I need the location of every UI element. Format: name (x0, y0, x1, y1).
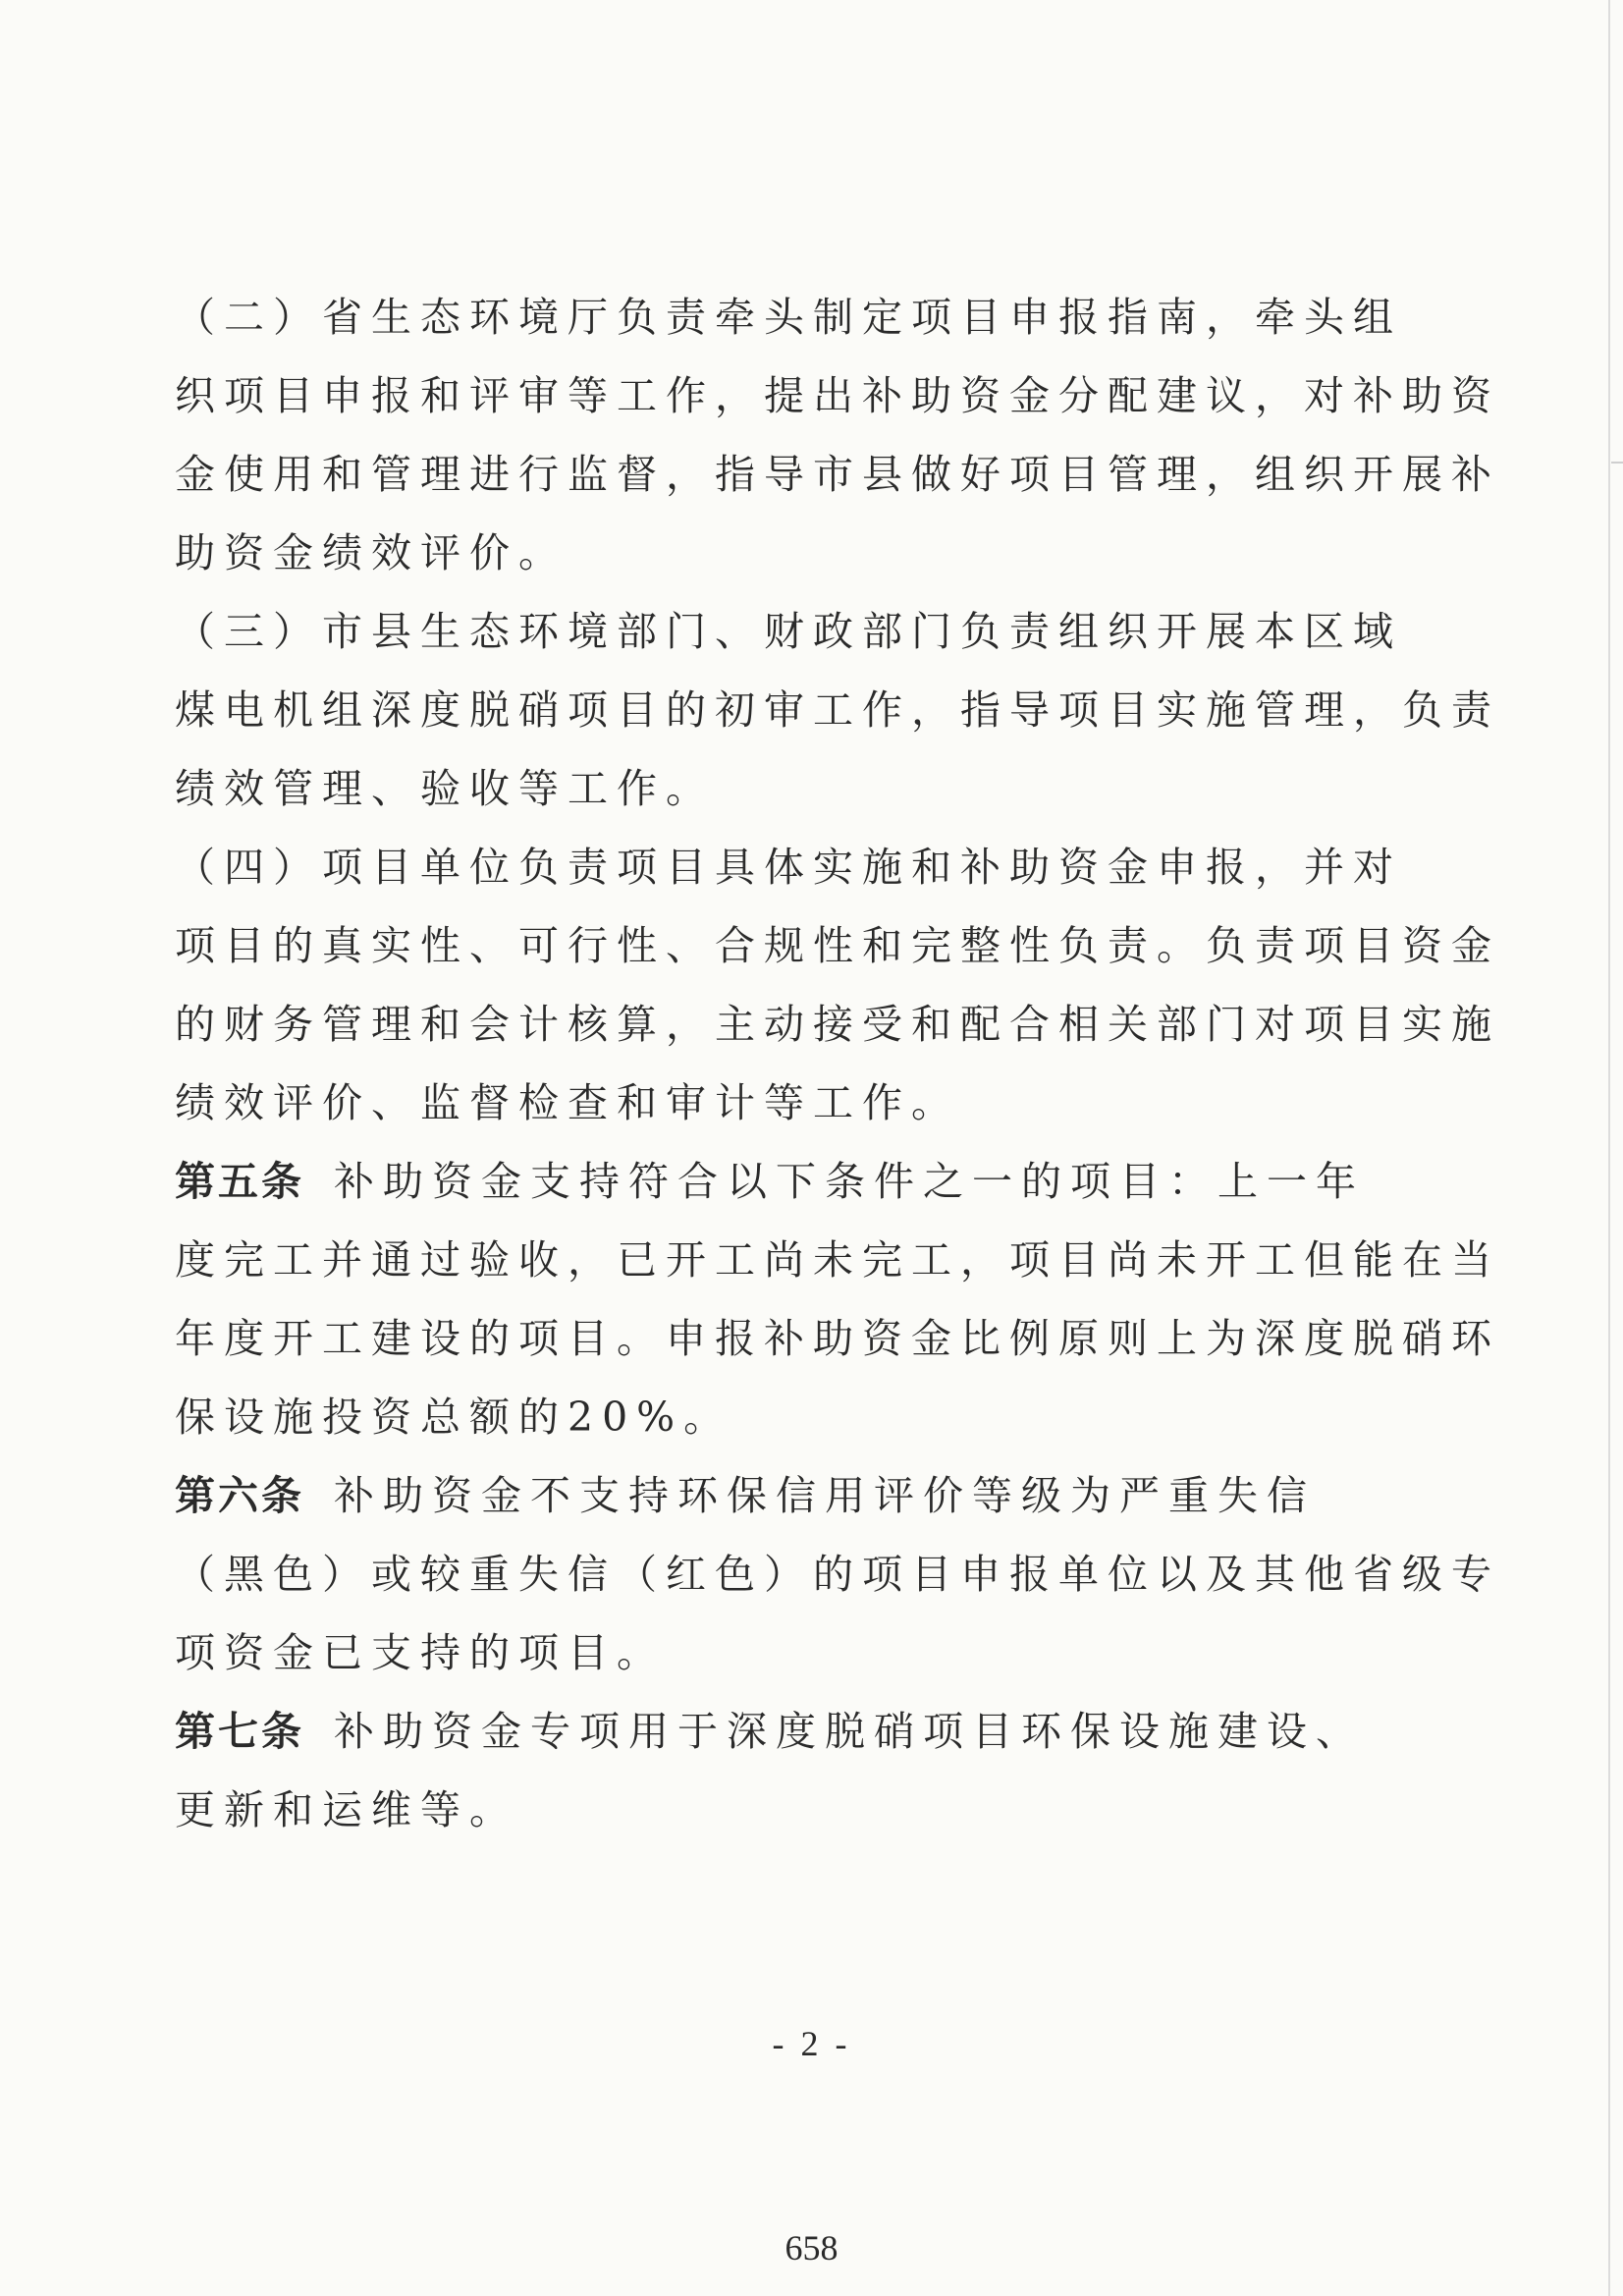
page-edge-mark (1611, 462, 1623, 464)
text-line: 绩效管理、验收等工作。 (175, 765, 715, 812)
archive-number: 658 (784, 2228, 839, 2268)
text-line: 项资金已支持的项目。 (175, 1629, 666, 1676)
page-number: - 2 - (772, 2024, 851, 2063)
text-line: （二）省生态环境厅负责牵头制定项目申报指南，牵头组 (175, 294, 1402, 341)
article-6 (175, 1456, 1500, 1692)
text-line: 绩效评价、监督检查和审计等工作。 (175, 1079, 960, 1126)
text-line: （三）市县生态环境部门、财政部门负责组织开展本区域 (175, 608, 1402, 655)
article-7 (175, 1692, 1365, 1849)
text-line: 更新和运维等。 (175, 1786, 518, 1833)
article-heading: 第七条 (175, 1708, 304, 1755)
document-body (175, 278, 1500, 1849)
article-5 (175, 1142, 1500, 1456)
paragraph-item-4 (175, 828, 1500, 1142)
text-line: 项目的真实性、可行性、合规性和完整性负责。负责项目资金 (175, 922, 1500, 969)
text-line: 的财务管理和会计核算，主动接受和配合相关部门对项目实施 (175, 1001, 1500, 1048)
text-line: （四）项目单位负责项目具体实施和补助资金申报，并对 (175, 844, 1402, 891)
text-line: 金使用和管理进行监督，指导市县做好项目管理，组织开展补 (175, 451, 1500, 498)
text-line: 煤电机组深度脱硝项目的初审工作，指导项目实施管理，负责 (175, 686, 1500, 734)
article-heading: 第六条 (175, 1472, 304, 1519)
text-line: 年度开工建设的项目。申报补助资金比例原则上为深度脱硝环 (175, 1315, 1500, 1362)
paragraph-item-2 (175, 278, 1500, 592)
text-line: （黑色）或较重失信（红色）的项目申报单位以及其他省级专 (175, 1551, 1500, 1598)
text-line: 保设施投资总额的20%。 (175, 1394, 733, 1441)
text-line (175, 1456, 1353, 1535)
article-heading: 第五条 (175, 1158, 304, 1205)
article-text: 补助资金支持符合以下条件之一的项目：上一年 (334, 1158, 1365, 1205)
text-line (175, 1142, 1365, 1221)
article-text: 补助资金专项用于深度脱硝项目环保设施建设、 (334, 1708, 1365, 1755)
text-line: 织项目申报和评审等工作，提出补助资金分配建议，对补助资 (175, 372, 1500, 419)
text-line: 度完工并通过验收，已开工尚未完工，项目尚未开工但能在当 (175, 1236, 1500, 1284)
page-edge-line (1608, 0, 1610, 2296)
text-line (175, 1692, 1365, 1771)
article-text: 补助资金不支持环保信用评价等级为严重失信 (334, 1472, 1316, 1519)
text-line: 助资金绩效评价。 (175, 529, 568, 576)
paragraph-item-3 (175, 592, 1500, 828)
